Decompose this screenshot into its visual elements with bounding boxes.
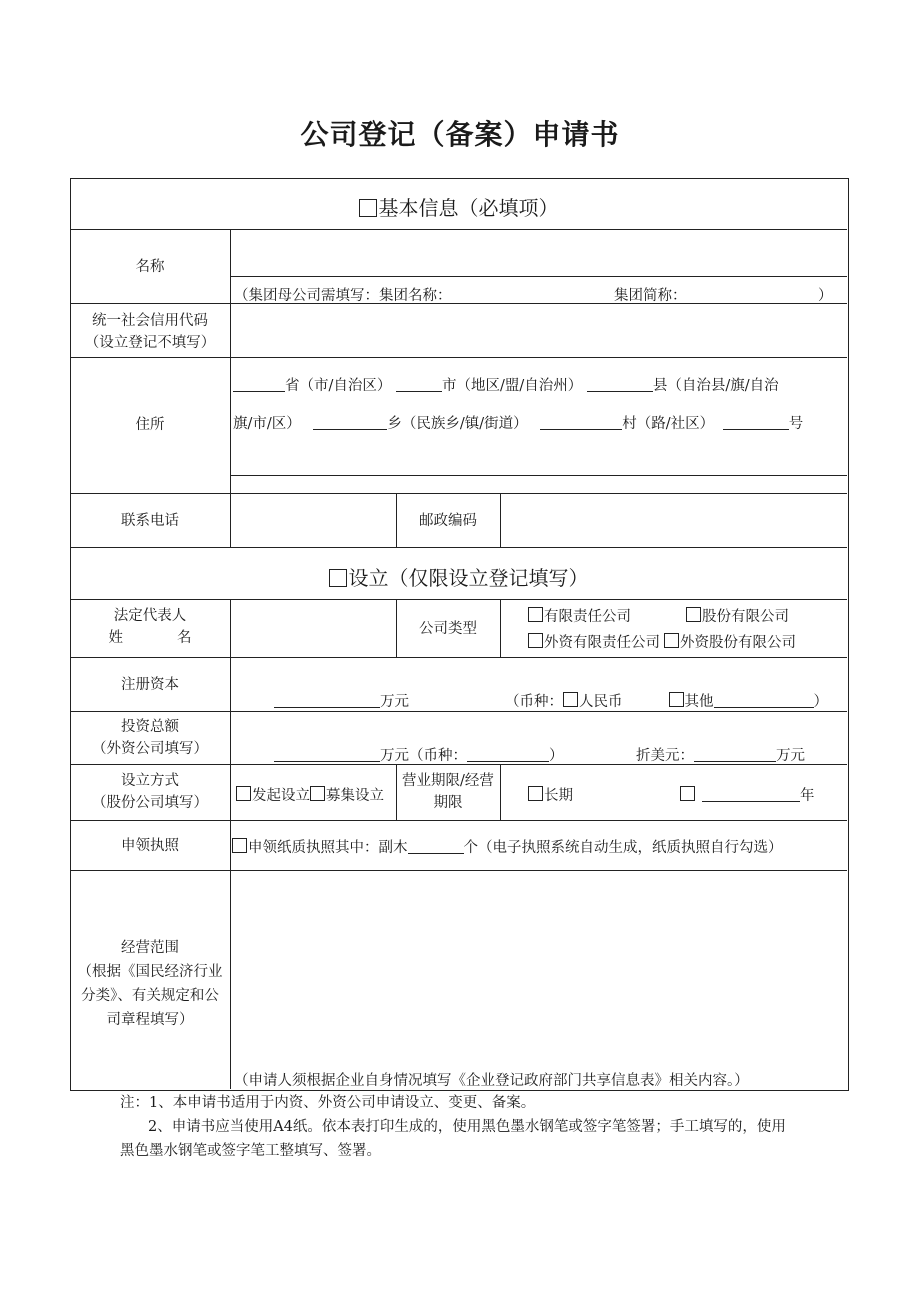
city-blank[interactable]: [396, 377, 442, 392]
scope-label-4: 司章程填写）: [106, 1012, 194, 1028]
investment-label: [70, 716, 230, 760]
method-checkbox-1[interactable]: [236, 786, 251, 801]
group-short-label: 集团简称：: [614, 288, 687, 304]
type-option-1[interactable]: [528, 605, 631, 626]
number-blank[interactable]: [723, 415, 789, 430]
scope-label: [70, 936, 230, 1032]
type-option-4[interactable]: [664, 631, 796, 652]
page-title: 公司登记（备案）申请书: [300, 118, 620, 151]
legal-rep-input[interactable]: [231, 600, 395, 656]
phone-label: 联系电话: [121, 513, 179, 529]
number-text: 号: [788, 416, 804, 432]
term-label-2: 期限: [433, 795, 463, 811]
scope-note: （申请人须根据企业自身情况填写《企业登记政府部门共享信息表》相关内容。）: [234, 1073, 749, 1089]
postcode-input[interactable]: [501, 494, 846, 546]
credit-code-label: [70, 310, 230, 354]
legal-rep-givenname: 名: [177, 630, 192, 646]
investment-blank[interactable]: [274, 747, 380, 762]
phone-input[interactable]: [231, 494, 395, 546]
province-text: 省（市/自治区）: [285, 378, 392, 394]
method-label-1: 设立方式: [121, 773, 179, 789]
term-year-label: 年: [800, 788, 815, 804]
town-blank[interactable]: [313, 415, 387, 430]
establish-checkbox[interactable]: [329, 569, 347, 587]
province-blank[interactable]: [233, 377, 285, 392]
license-text: [232, 836, 783, 857]
investment-label-1: 投资总额: [121, 719, 179, 735]
method-label-raise: 募集设立: [326, 788, 384, 804]
term-long-option[interactable]: [528, 784, 573, 805]
other-currency-blank[interactable]: [714, 693, 814, 708]
other-currency-label: 其他: [684, 694, 714, 710]
note-line-2: 2、申请书应当使用A4纸。依本表打印生成的，使用黑色墨水钢笔或签字笔签署；手工填写的，使用: [148, 1119, 786, 1135]
legal-rep-label-2: [70, 627, 230, 649]
town-text: 乡（民族乡/镇/街道）: [387, 416, 528, 432]
row-divider: [70, 547, 847, 548]
term-label: [396, 770, 500, 814]
capital-unit: 万元: [380, 694, 409, 710]
investment-close: ）: [549, 748, 564, 764]
row-divider: [70, 711, 847, 712]
credit-code-label-2: （设立登记不填写）: [84, 335, 216, 351]
county-blank[interactable]: [587, 377, 653, 392]
name-input[interactable]: [231, 230, 846, 275]
name-label: 名称: [135, 259, 165, 275]
term-year-checkbox[interactable]: [680, 786, 695, 801]
type-checkbox-2[interactable]: [686, 607, 701, 622]
scope-label-3: 分类》、有关规定和公: [81, 988, 219, 1004]
postcode-label: 邮政编码: [419, 513, 477, 529]
village-blank[interactable]: [540, 415, 622, 430]
col-divider: [500, 599, 501, 657]
method-label-2: （股份公司填写）: [92, 795, 208, 811]
term-year-option[interactable]: [680, 784, 815, 805]
capital-amount: [274, 690, 409, 711]
address-line-1: [233, 374, 779, 395]
investment-unit: 万元（币种：: [380, 748, 467, 764]
group-name-label: （集团母公司需填写：集团名称：: [234, 288, 452, 304]
currency-label: （币种：: [505, 694, 563, 710]
type-checkbox-4[interactable]: [664, 633, 679, 648]
type-label-2: 股份有限公司: [702, 609, 789, 625]
legal-rep-label: [70, 605, 230, 649]
legal-rep-label-1: 法定代表人: [113, 608, 187, 624]
company-type-label: 公司类型: [419, 621, 477, 637]
license-checkbox[interactable]: [232, 838, 247, 853]
row-divider: [230, 475, 847, 476]
type-label-1: 有限责任公司: [544, 609, 631, 625]
credit-code-label-1: 统一社会信用代码: [92, 313, 208, 329]
type-checkbox-1[interactable]: [528, 607, 543, 622]
term-label-1: 营业期限/经营: [402, 773, 494, 789]
credit-code-input[interactable]: [231, 304, 846, 356]
village-text: 村（路/社区）: [622, 416, 715, 432]
other-currency-checkbox[interactable]: [669, 692, 684, 707]
method-options: [236, 784, 384, 805]
type-option-2[interactable]: [686, 605, 789, 626]
usd-unit: 万元: [776, 748, 805, 764]
basic-info-heading-text: 基本信息（必填项）: [378, 196, 559, 220]
term-long-label: 长期: [544, 788, 573, 804]
type-label-4: 外资股份有限公司: [680, 635, 796, 651]
type-checkbox-3[interactable]: [528, 633, 543, 648]
method-label: [70, 770, 230, 814]
rmb-label: 人民币: [579, 694, 623, 710]
establish-heading: [70, 562, 847, 591]
group-note-close: ）: [818, 288, 833, 304]
currency-close: ）: [813, 694, 828, 710]
row-divider: [70, 820, 847, 821]
type-option-3[interactable]: [528, 631, 660, 652]
investment-label-2: （外资公司填写）: [92, 741, 208, 757]
license-text-2: 个（电子执照系统自动生成，纸质执照自行勾选）: [463, 840, 783, 856]
group-note: [234, 284, 452, 305]
address-label: 住所: [135, 417, 165, 433]
type-label-3: 外资有限责任公司: [544, 635, 660, 651]
capital-blank[interactable]: [274, 693, 380, 708]
scope-label-2: （根据《国民经济行业: [77, 964, 223, 980]
term-year-blank[interactable]: [702, 787, 800, 802]
row-divider: [70, 357, 847, 358]
note-line-3: 黑色墨水钢笔或签字笔工整填写、签署。: [120, 1143, 381, 1159]
county-text: 县（自治县/旗/自治: [652, 378, 779, 394]
row-divider: [70, 599, 847, 600]
license-text-1: 申领纸质执照其中：副木: [248, 840, 408, 856]
usd-label: 折美元：: [636, 748, 694, 764]
capital-currency: [505, 690, 828, 711]
investment-amount: [274, 744, 564, 765]
row-divider: [70, 657, 847, 658]
investment-currency-blank[interactable]: [467, 747, 549, 762]
rmb-checkbox[interactable]: [563, 692, 578, 707]
method-label-promote: 发起设立: [252, 788, 310, 804]
col-divider: [500, 764, 501, 820]
address-line-2: [233, 412, 803, 433]
capital-label: 注册资本: [121, 677, 179, 693]
legal-rep-surname: 姓: [108, 630, 123, 646]
license-count-blank[interactable]: [408, 839, 464, 854]
row-divider: [230, 276, 847, 277]
usd-amount: [636, 744, 805, 765]
establish-heading-text: 设立（仅限设立登记填写）: [348, 566, 589, 590]
scope-input[interactable]: [231, 871, 846, 1061]
basic-info-heading: [70, 192, 847, 221]
note-line-1: 注：1、本申请书适用于内资、外资公司申请设立、变更、备案。: [120, 1095, 536, 1111]
license-label: 申领执照: [121, 838, 179, 854]
city-text: 市（地区/盟/自治州）: [442, 378, 583, 394]
county-cont-text: 旗/市/区）: [233, 416, 301, 432]
method-checkbox-2[interactable]: [310, 786, 325, 801]
term-long-checkbox[interactable]: [528, 786, 543, 801]
scope-label-1: 经营范围: [121, 940, 179, 956]
basic-info-checkbox[interactable]: [359, 199, 377, 217]
usd-blank[interactable]: [694, 747, 776, 762]
